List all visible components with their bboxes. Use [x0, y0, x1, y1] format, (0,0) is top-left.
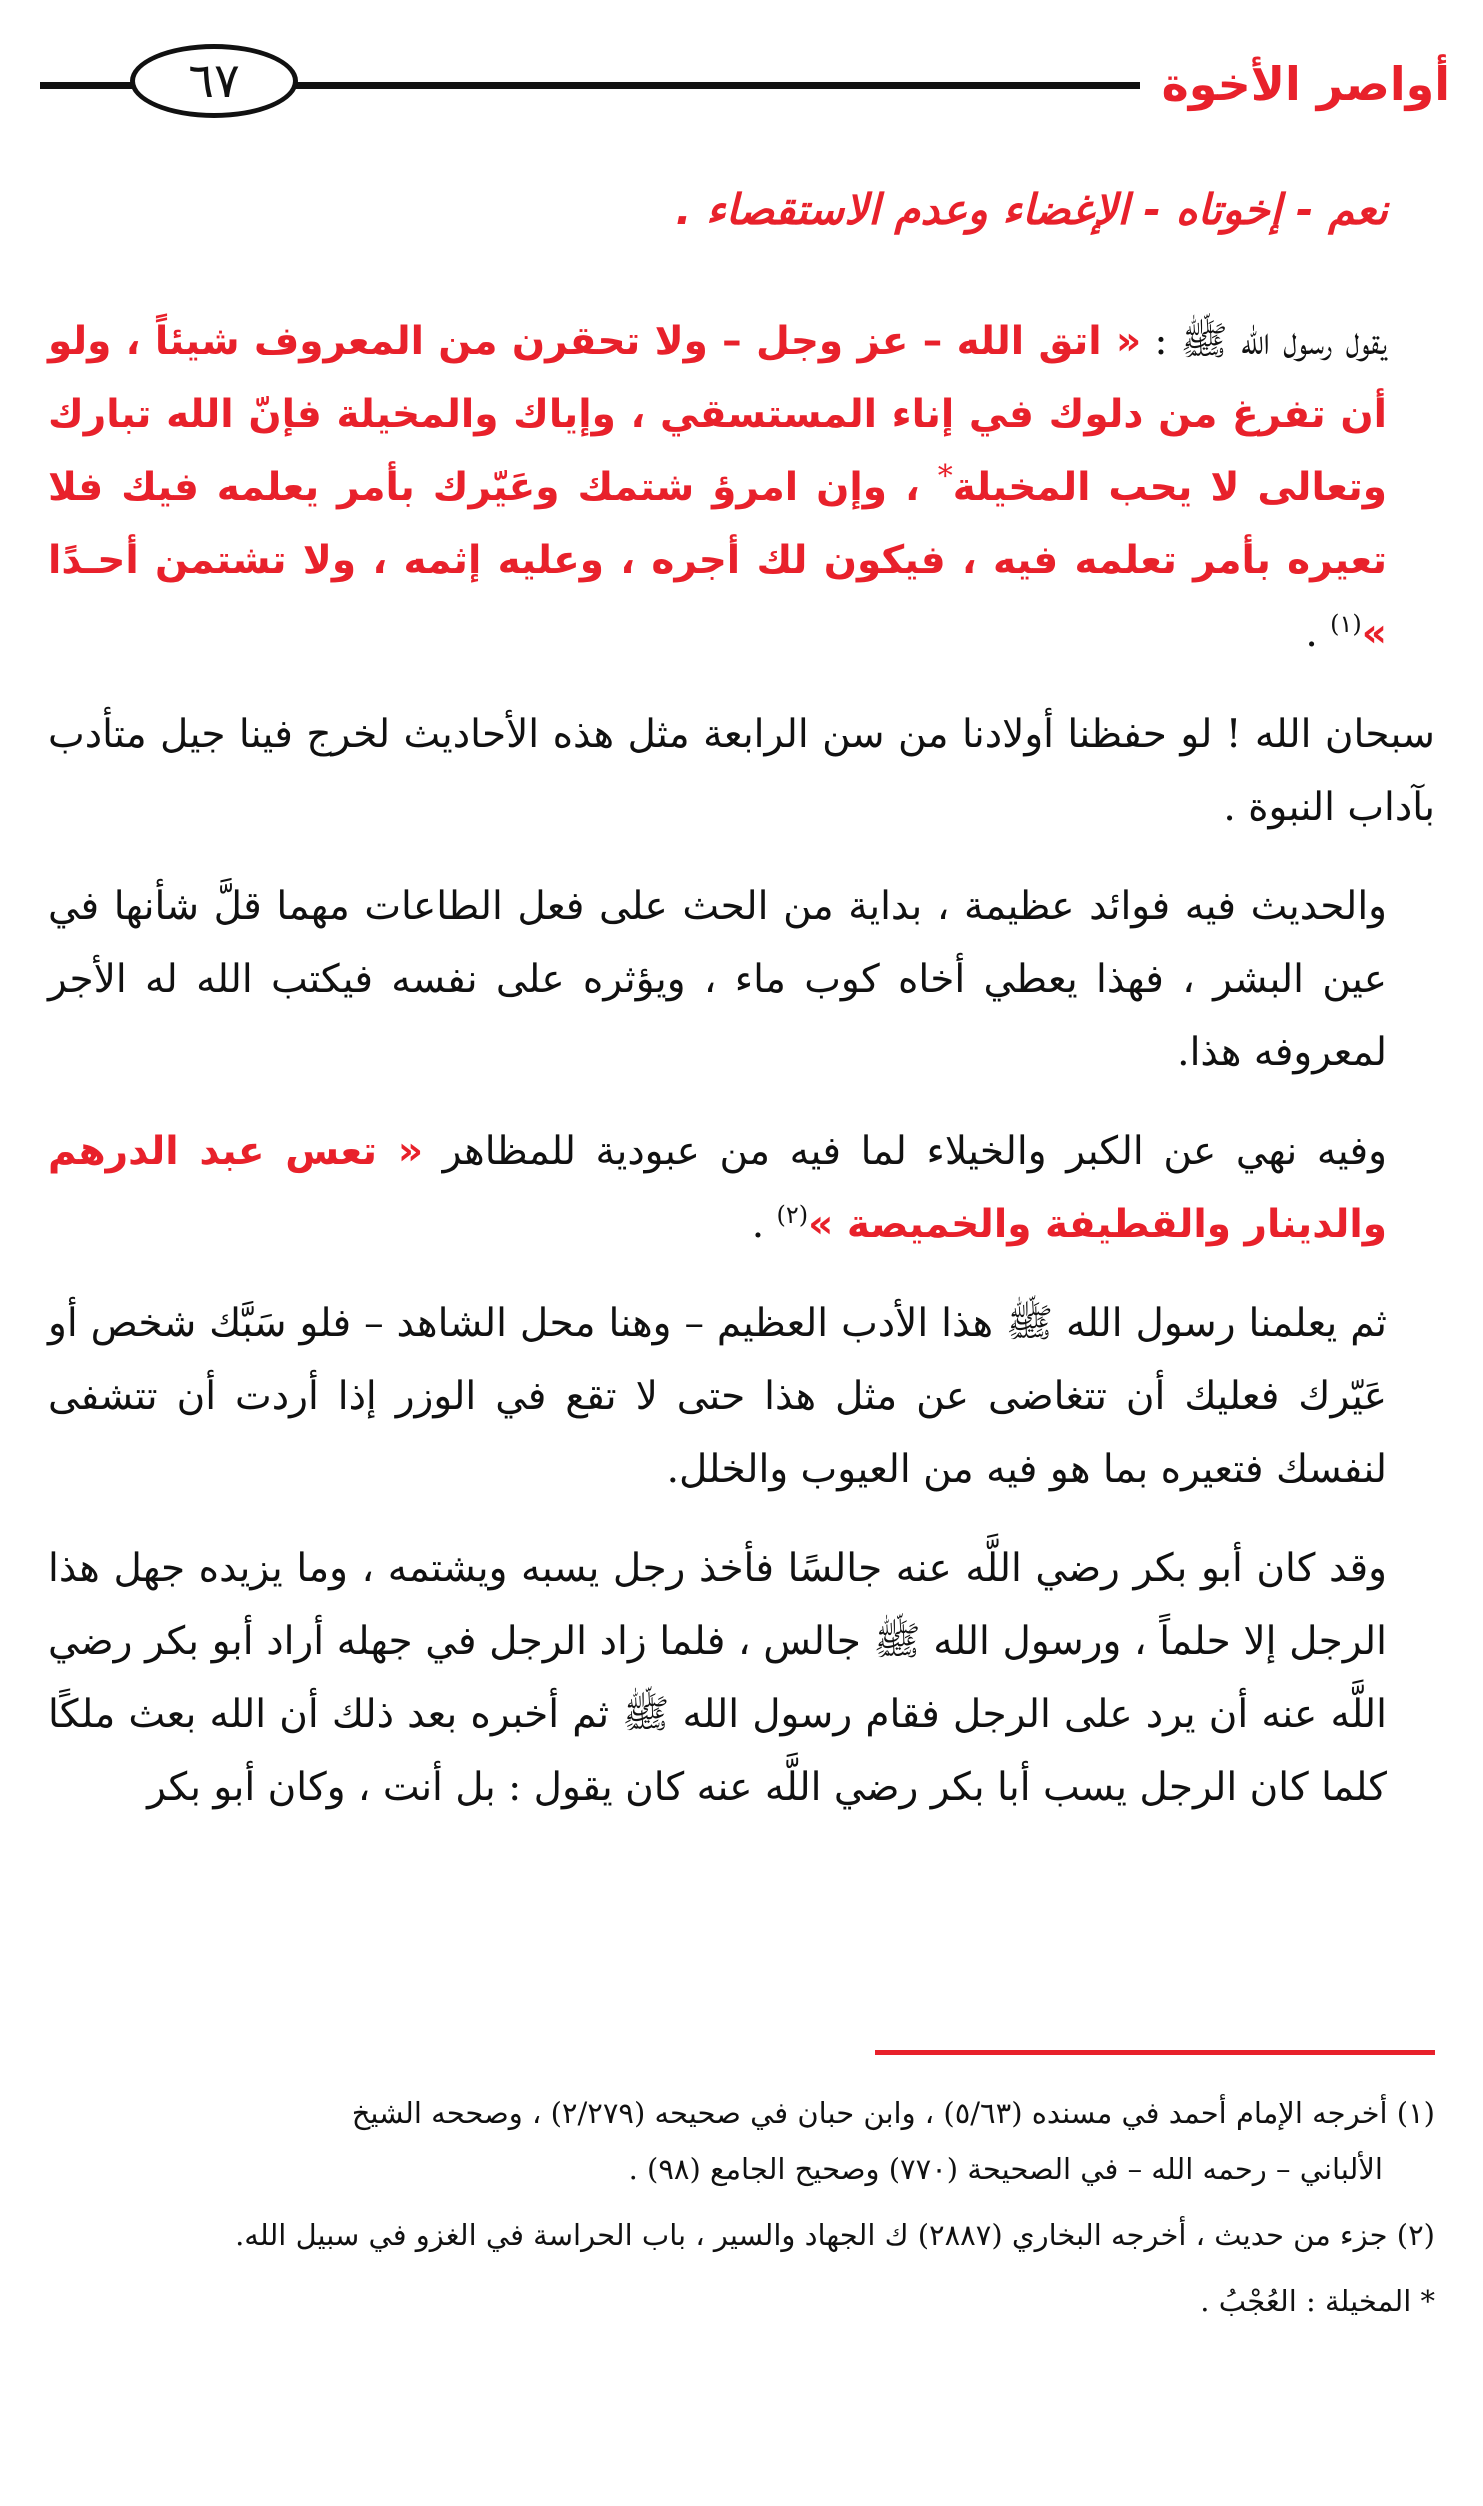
paragraph-subhan: سبحان الله ! لو حفظنا أولادنا من سن الرابعة مثل هذه الأحاديث لخرج فينا جيل متأدب بآداب النبوة . — [48, 712, 1435, 830]
paragraph-hadith — [48, 305, 1435, 670]
page-number — [130, 44, 298, 118]
paragraph-etiquette: ثم يعلمنا رسول الله ﷺ هذا الأدب العظيم – وهنا محل الشاهد – فلو سَبَّك شخص أو عَيّرك فعليك أن تتغاضى عن مثل هذا حتى لا تقع في الوزر إذا أردت أن تتشفى لنفسك فتعيره بما هو فيه من العيوب والخلل. — [48, 1301, 1387, 1492]
footnote-1-line-b: الألباني – رحمه الله – في الصحيحة (٧٧٠) وصحيح الجامع (٩٨) . — [628, 2152, 1383, 2186]
footnotes — [48, 2085, 1435, 2339]
paragraph-intro: وفيه نهي عن الكبر والخيلاء لما فيه من عبودية للمظاهر — [423, 1129, 1387, 1174]
footnote-ref-1: (١) — [1330, 610, 1362, 638]
paragraph-intro: يقول رسول الله ﷺ : — [1141, 319, 1387, 364]
paragraph-benefits: والحديث فيه فوائد عظيمة ، بداية من الحث على فعل الطاعات مهما قلَّ شأنها في عين البشر ، فهذا يعطي أخاه كوب ماء ، ويؤثره على نفسه فيكتب الله له الأجر لمعروفه هذا. — [48, 884, 1387, 1075]
footnote-2: (٢) جزء من حديث ، أخرجه البخاري (٢٨٨٧) ك الجهاد والسير ، باب الحراسة في الغزو في سبيل الله. — [235, 2218, 1435, 2252]
paragraph-end: . — [751, 1202, 777, 1247]
footnote-1-line-a: (١) أخرجه الإمام أحمد في مسنده (٥/٦٣) ، وابن حبان في صحيحه (٢/٢٧٩) ، وصححه الشيخ — [351, 2096, 1435, 2130]
footnote-star: * المخيلة : العُجْبُ . — [1200, 2284, 1435, 2318]
page-header — [40, 40, 1450, 130]
page-number-text: ٦٧ — [188, 53, 240, 109]
paragraph-arrogance — [48, 1115, 1435, 1261]
page-body — [48, 305, 1435, 1850]
asterisk-marker: * — [937, 459, 953, 494]
paragraph-abu-bakr: وقد كان أبو بكر رضي اللَّه عنه جالسًا فأخذ رجل يسبه ويشتمه ، وما يزيده جهل هذا الرجل إلا حلماً ، ورسول الله ﷺ جالس ، فلما زاد الرجل في جهله أراد أبو بكر رضي اللَّه عنه أن يرد على الرجل فقام رسول الله ﷺ ثم أخبره بعد ذلك أن الله بعث ملكًا كلما كان الرجل يسب أبا بكر رضي اللَّه عنه كان يقول : بل أنت ، وكان أبو بكر — [48, 1546, 1387, 1810]
hadith-quote-part-b: ، وإن امرؤ شتمك وعَيّرك بأمر يعلمه فيك فلا تعيره بأمر تعلمه فيه ، فيكون لك أجره ، وعليه إثمه ، ولا تشتمن أحـدًا » — [48, 465, 1387, 656]
hadith-quote-part-a: « اتق الله – عز وجل – ولا تحقرن من المعروف شيئاً ، ولو أن تفرغ من دلوك في إناء المستسقي ، وإياك والمخيلة فإنّ الله تبارك وتعالى لا يحب المخيلة — [48, 319, 1387, 510]
hadith-quote: « تعس عبد الدرهم والدينار والقطيفة والخميصة » — [48, 1129, 1387, 1247]
book-title: أواصر الأخوة — [1140, 52, 1450, 116]
section-heading: نعم - إخوتاه - الإغضاء وعدم الاستقصاء . — [675, 185, 1388, 234]
footnote-divider — [875, 2050, 1435, 2055]
paragraph-end: . — [1305, 611, 1331, 656]
footnote-ref-2: (٢) — [776, 1201, 809, 1229]
footnote-1 — [48, 2085, 1435, 2197]
